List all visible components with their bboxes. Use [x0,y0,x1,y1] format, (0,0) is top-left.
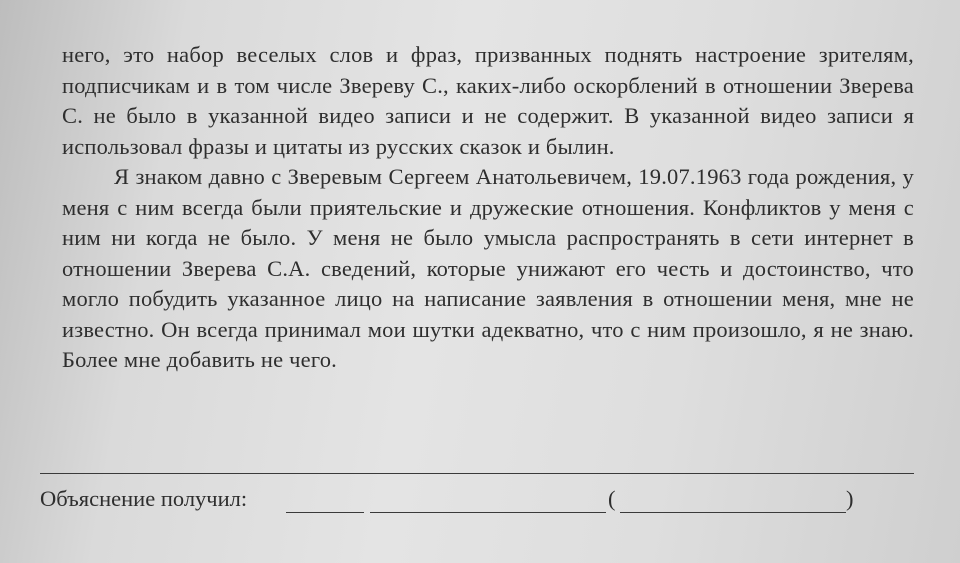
paragraph-continuation: него, это набор веселых слов и фраз, призванных поднять настроение зрителям, подписчикам и в том числе Звереву С., каких-либо оскорблений в отношении Зверева С. не было в указанной видео записи и не содержит. В указанной видео записи я использовал фразы и цитаты из русских сказок и былин. [62,42,914,159]
signature-blank-1 [286,512,364,513]
open-paren: ( [608,486,616,511]
close-paren: ) [846,486,854,511]
signature-row [40,482,920,522]
signature-blank-2 [370,512,606,513]
divider-line [40,473,914,474]
name-blank [620,512,846,513]
paragraph-main: Я знаком давно с Зверевым Сергеем Анатольевичем, 19.07.1963 года рождения, у меня с ним всегда были приятельские и дружеские отношения. Конфликтов у меня с ним ни когда не было. У меня не было умысла распространять в сети интернет в отношении Зверева С.А. сведений, которые унижают его честь и достоинство, что могло побудить указанное лицо на написание заявления в отношении меня, мне не известно. Он всегда принимал мои шутки адекватно, что с ним произошло, я не знаю. Более мне добавить не чего. [62,164,914,372]
signature-label: Объяснение получил: [40,486,248,511]
statement-text [62,40,914,376]
